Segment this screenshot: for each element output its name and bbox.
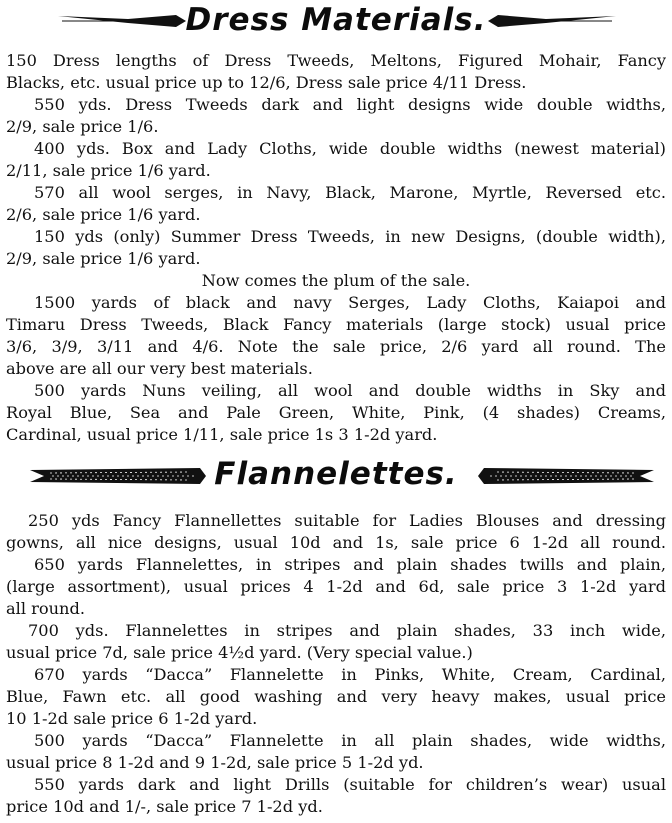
text-line: 650 yards Flannelettes, in stripes and plain shades twills and plain, [34,555,666,574]
text-line: usual price 7d, sale price 4½d yard. (Very special value.) [6,643,473,662]
section-heading-dress-materials [0,2,672,46]
text-line: 2/9, sale price 1/6. [6,117,159,136]
text-line: (large assortment), usual prices 4 1-2d and 6d, sale price 3 1-2d yard [6,577,666,596]
section-title: Flannelettes. [214,456,458,492]
text-line: 550 yards dark and light Drills (suitable for children’s wear) usual [34,775,666,794]
text-line: 10 1-2d sale price 6 1-2d yard. [6,709,258,728]
text-line: above are all our very best materials. [6,359,313,378]
text-line: 150 Dress lengths of Dress Tweeds, Meltons, Figured Mohair, Fancy [6,51,666,70]
page-title: Dress Materials. [185,2,487,38]
text-line: 400 yds. Box and Lady Cloths, wide double widths (newest material) [34,139,666,158]
text-line: Royal Blue, Sea and Pale Green, White, Pink, (4 shades) Creams, [6,403,666,422]
text-line: price 10d and 1/-, sale price 7 1-2d yd. [6,797,323,816]
right-flourish-icon [486,10,616,32]
text-line: 250 yds Fancy Flannellettes suitable for Ladies Blouses and dressing [28,511,666,530]
text-line: 500 yards “Dacca” Flannelette in all plain shades, wide widths, [34,731,666,750]
text-line: all round. [6,599,85,618]
text-line: 1500 yards of black and navy Serges, Lady Cloths, Kaiapoi and [34,293,666,312]
text-line: 2/6, sale price 1/6 yard. [6,205,201,224]
text-line: 700 yds. Flannelettes in stripes and plain shades, 33 inch wide, [28,621,666,640]
text-line: 2/11, sale price 1/6 yard. [6,161,211,180]
section-heading-flannelettes [0,456,672,500]
text-line: 570 all wool serges, in Navy, Black, Marone, Myrtle, Reversed etc. [34,183,666,202]
text-line: 550 yds. Dress Tweeds dark and light designs wide double widths, [34,95,666,114]
text-line: usual price 8 1-2d and 9 1-2d, sale price 5 1-2d yd. [6,753,424,772]
text-line: 150 yds (only) Summer Dress Tweeds, in new Designs, (double width), [34,227,666,246]
text-line: 2/9, sale price 1/6 yard. [6,249,201,268]
text-line: Blue, Fawn etc. all good washing and very heavy makes, usual price [6,687,666,706]
text-line: Now comes the plum of the sale. [201,271,471,290]
text-line: 670 yards “Dacca” Flannelette in Pinks, White, Cream, Cardinal, [34,665,666,684]
text-line: Timaru Dress Tweeds, Black Fancy materials (large stock) usual price [6,315,666,334]
text-line: Cardinal, usual price 1/11, sale price 1s 3 1-2d yard. [6,425,438,444]
text-line: gowns, all nice designs, usual 10d and 1s, sale price 6 1-2d all round. [6,533,666,552]
text-line: 3/6, 3/9, 3/11 and 4/6. Note the sale price, 2/6 yard all round. The [6,337,666,356]
right-rule-icon [478,464,654,488]
text-line: 500 yards Nuns veiling, all wool and double widths in Sky and [34,381,666,400]
text-line: Blacks, etc. usual price up to 12/6, Dress sale price 4/11 Dress. [6,73,527,92]
